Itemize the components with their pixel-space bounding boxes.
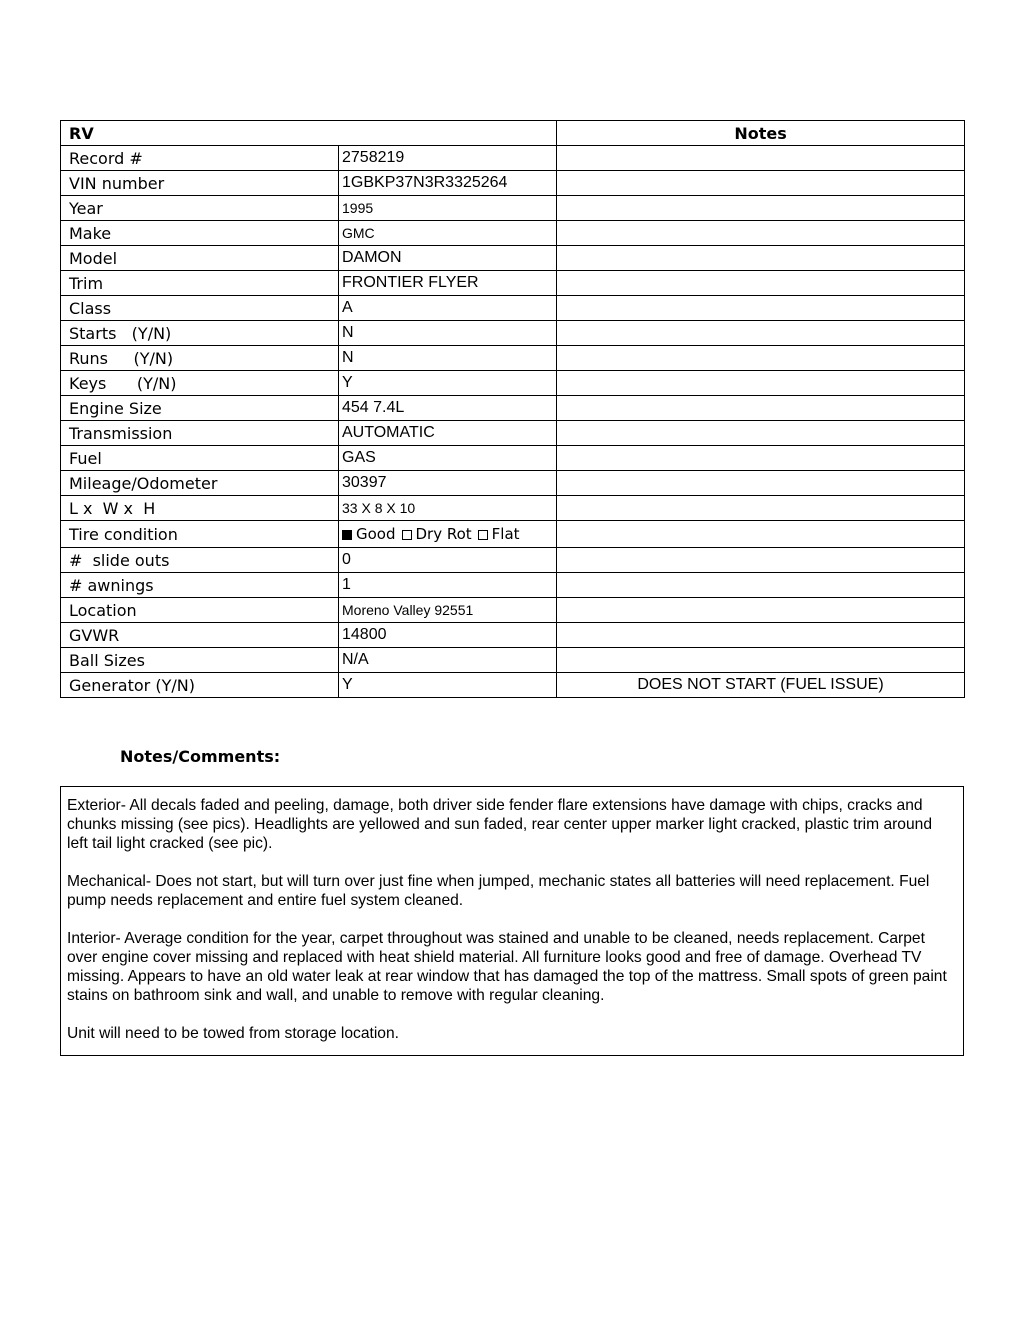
field-note — [557, 371, 965, 396]
table-row — [61, 321, 965, 346]
table-row-tire-condition — [61, 521, 965, 548]
field-note — [557, 321, 965, 346]
field-note — [557, 296, 965, 321]
field-label: Tire condition — [61, 521, 339, 548]
field-note — [557, 648, 965, 673]
field-label: Engine Size — [61, 396, 339, 421]
table-row — [61, 221, 965, 246]
field-value: 14800 — [339, 623, 557, 648]
checkbox-good[interactable] — [342, 530, 352, 540]
field-value: N/A — [339, 648, 557, 673]
table-row — [61, 371, 965, 396]
table-row — [61, 496, 965, 521]
field-label: Keys (Y/N) — [61, 371, 339, 396]
field-value: FRONTIER FLYER — [339, 271, 557, 296]
field-value: 0 — [339, 548, 557, 573]
field-note — [557, 446, 965, 471]
field-label: Year — [61, 196, 339, 221]
table-row — [61, 346, 965, 371]
field-label: Generator (Y/N) — [61, 673, 339, 698]
field-label: Location — [61, 598, 339, 623]
checkbox-label: Good — [356, 525, 396, 543]
field-label: Record # — [61, 146, 339, 171]
table-row — [61, 548, 965, 573]
table-row — [61, 573, 965, 598]
field-label: # slide outs — [61, 548, 339, 573]
field-value: N — [339, 321, 557, 346]
field-note — [557, 521, 965, 548]
field-label: Trim — [61, 271, 339, 296]
field-value: 2758219 — [339, 146, 557, 171]
notes-comments-box — [60, 786, 964, 1056]
table-row — [61, 296, 965, 321]
field-label: Make — [61, 221, 339, 246]
table-row — [61, 271, 965, 296]
field-value: AUTOMATIC — [339, 421, 557, 446]
rv-table-body — [61, 121, 965, 698]
field-note — [557, 146, 965, 171]
table-row — [61, 421, 965, 446]
rv-info-table — [60, 120, 965, 698]
notes-paragraph: Exterior- All decals faded and peeling, damage, both driver side fender flare extensions have damage with chips, cracks and chunks missing (see pics). Headlights are yellowed and sun faded, rear center upper marker light cracked, plastic trim around left tail light cracked (see pic). — [67, 797, 932, 852]
field-label: Transmission — [61, 421, 339, 446]
field-label: Fuel — [61, 446, 339, 471]
notes-paragraph: Mechanical- Does not start, but will turn over just fine when jumped, mechanic states all batteries will need replacement. Fuel pump needs replacement and entire fuel system cleaned. — [67, 873, 930, 909]
field-note — [557, 171, 965, 196]
tire-condition-options — [339, 521, 557, 548]
field-label: Mileage/Odometer — [61, 471, 339, 496]
field-value: 454 7.4L — [339, 396, 557, 421]
field-label: VIN number — [61, 171, 339, 196]
table-row — [61, 396, 965, 421]
checkbox-label: Flat — [491, 525, 520, 543]
field-note: DOES NOT START (FUEL ISSUE) — [557, 673, 965, 698]
field-label: GVWR — [61, 623, 339, 648]
field-value: 1GBKP37N3R3325264 — [339, 171, 557, 196]
checkbox-label: Dry Rot — [415, 525, 472, 543]
header-notes-label: Notes — [557, 121, 965, 146]
checkbox-dry-rot[interactable] — [402, 530, 412, 540]
table-row — [61, 146, 965, 171]
field-note — [557, 471, 965, 496]
table-row — [61, 648, 965, 673]
field-note — [557, 271, 965, 296]
field-value: GAS — [339, 446, 557, 471]
field-value: 30397 — [339, 471, 557, 496]
field-value: N — [339, 346, 557, 371]
table-row — [61, 623, 965, 648]
table-row — [61, 471, 965, 496]
table-row — [61, 446, 965, 471]
field-note — [557, 496, 965, 521]
field-value: GMC — [339, 221, 557, 246]
field-label: Runs (Y/N) — [61, 346, 339, 371]
notes-paragraph: Unit will need to be towed from storage location. — [67, 1025, 399, 1042]
field-note — [557, 246, 965, 271]
field-note — [557, 548, 965, 573]
field-value: 33 X 8 X 10 — [339, 496, 557, 521]
field-value: Moreno Valley 92551 — [339, 598, 557, 623]
field-value: Y — [339, 371, 557, 396]
field-label: Model — [61, 246, 339, 271]
table-row — [61, 196, 965, 221]
field-note — [557, 623, 965, 648]
field-note — [557, 221, 965, 246]
field-label: # awnings — [61, 573, 339, 598]
notes-heading: Notes/Comments: — [120, 747, 281, 766]
field-label: Ball Sizes — [61, 648, 339, 673]
table-row — [61, 673, 965, 698]
field-value: DAMON — [339, 246, 557, 271]
field-note — [557, 421, 965, 446]
field-value: Y — [339, 673, 557, 698]
field-label: Starts (Y/N) — [61, 321, 339, 346]
field-note — [557, 396, 965, 421]
table-row — [61, 171, 965, 196]
field-label: Class — [61, 296, 339, 321]
notes-paragraph: Interior- Average condition for the year, carpet throughout was stained and unable to be cleaned, needs replacement. Carpet over engine cover missing and replaced with heat shield material. All furniture looks good and free of damage. Overhead TV missing. Appears to have an old water leak at rear window that has damaged the top of the mattress. Small spots of green paint stains on bathroom sink and wall, and unable to remove with regular cleaning. — [67, 930, 947, 1004]
header-rv-label: RV — [61, 121, 557, 146]
field-label: L x W x H — [61, 496, 339, 521]
field-note — [557, 573, 965, 598]
field-value: 1 — [339, 573, 557, 598]
field-note — [557, 346, 965, 371]
field-value: A — [339, 296, 557, 321]
field-note — [557, 196, 965, 221]
table-row — [61, 246, 965, 271]
table-row — [61, 598, 965, 623]
field-note — [557, 598, 965, 623]
table-header-row — [61, 121, 965, 146]
checkbox-flat[interactable] — [478, 530, 488, 540]
field-value: 1995 — [339, 196, 557, 221]
